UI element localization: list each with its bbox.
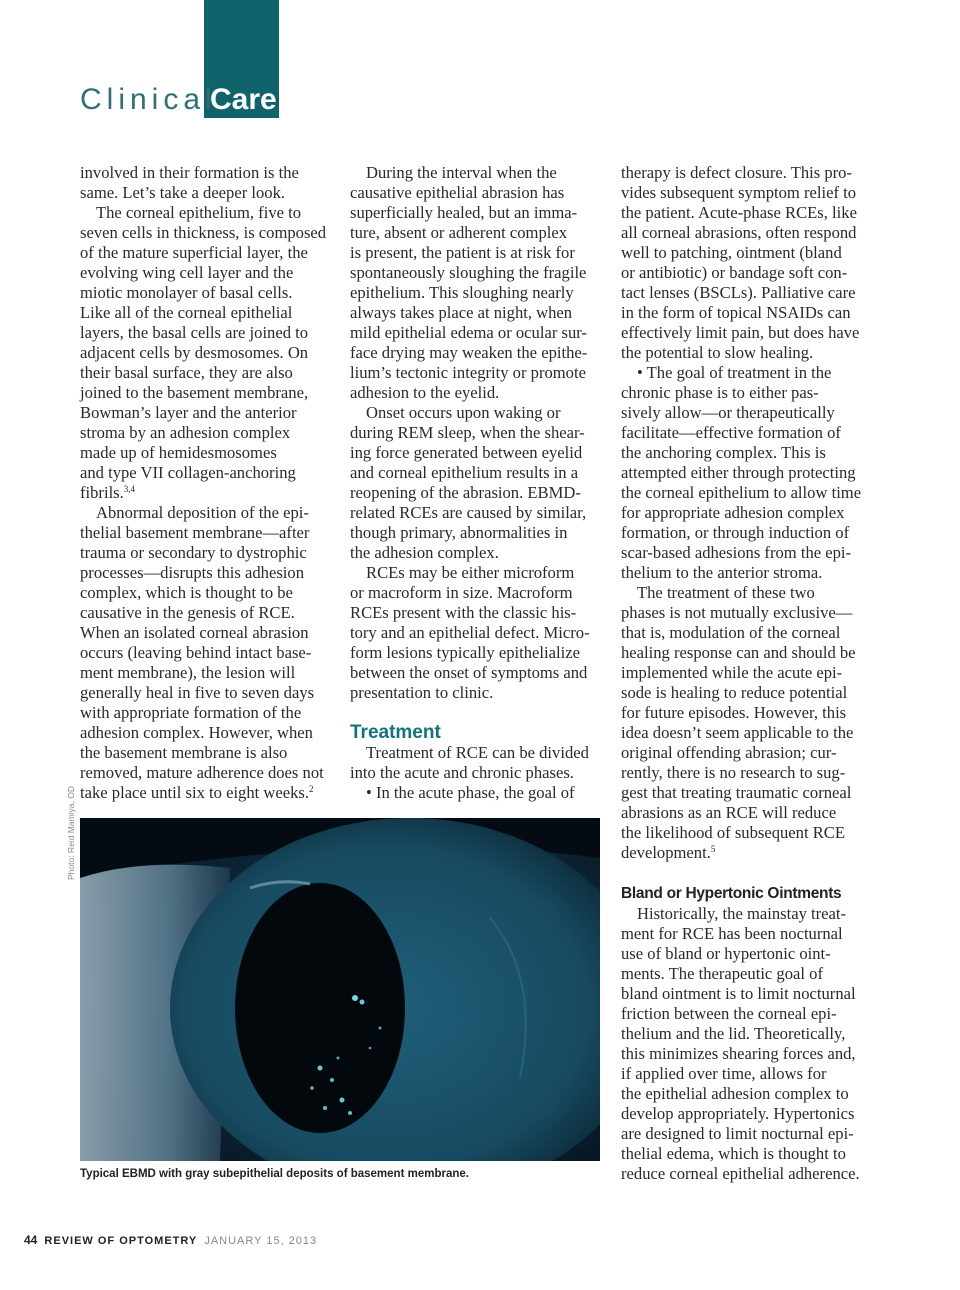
- text-line: ment for RCE has been nocturnal: [621, 924, 843, 943]
- page-number: 44: [24, 1233, 38, 1247]
- text-line: [80, 483, 332, 503]
- text-line: joined to the basement membrane,: [80, 383, 309, 402]
- text-line: develop appropriately. Hypertonics: [621, 1104, 855, 1123]
- text-line: epithelium. This sloughing nearly: [350, 283, 574, 302]
- text-line: that is, modulation of the corneal: [621, 623, 841, 642]
- text-line: and corneal epithelium results in a: [350, 463, 579, 482]
- text-line: RCEs may be either microform: [366, 563, 575, 582]
- text-line: into the acute and chronic phases.: [350, 763, 574, 782]
- text-line: chronic phase is to either pas-: [621, 383, 819, 402]
- text-line: abrasions as an RCE will reduce: [621, 803, 837, 822]
- reference-superscript: 3,4: [123, 484, 136, 494]
- text-line: effectively limit pain, but does have: [621, 323, 860, 342]
- text-line: tact lenses (BSCLs). Palliative care: [621, 283, 856, 302]
- text-line: occurs (leaving behind intact base-: [80, 643, 312, 662]
- text-line: this minimizes shearing forces and,: [621, 1044, 856, 1063]
- text-line: the corneal epithelium to allow time: [621, 483, 862, 502]
- text-line: [621, 843, 873, 863]
- text-line: reduce corneal epithelial adherence.: [621, 1164, 860, 1183]
- text-line: the adhesion complex.: [350, 543, 499, 562]
- text-line: tory and an epithelial defect. Micro-: [350, 623, 590, 642]
- text-line: rently, there is no research to sug-: [621, 763, 846, 782]
- text-line: The treatment of these two: [637, 583, 815, 602]
- text-line: Bowman’s layer and the anterior: [80, 403, 297, 422]
- ointments-heading: Bland or Hypertonic Ointments: [621, 885, 842, 902]
- text-line: The corneal epithelium, five to: [96, 203, 302, 222]
- text-line: adjacent cells by desmosomes. On: [80, 343, 309, 362]
- text-line: or macroform in size. Macroform: [350, 583, 573, 602]
- treatment-text: [350, 743, 602, 803]
- text-line: thelium and the lid. Theoretically,: [621, 1024, 846, 1043]
- ointments-text: [621, 904, 873, 1184]
- text-line: if applied over time, allows for: [621, 1064, 827, 1083]
- text-line: • The goal of treatment in the: [637, 363, 832, 382]
- text-line: Abnormal deposition of the epi-: [96, 503, 309, 522]
- text-fragment: fibrils.: [80, 483, 124, 502]
- photo-credit: Photo: Reid Mamiya, OD: [66, 785, 76, 880]
- text-line: seven cells in thickness, is composed: [80, 223, 327, 242]
- text-line: evolving wing cell layer and the: [80, 263, 294, 282]
- text-line: for future episodes. However, this: [621, 703, 847, 722]
- text-fragment: take place until six to eight weeks.: [80, 783, 310, 802]
- reference-superscript: 2: [309, 784, 314, 794]
- text-line: implemented while the acute epi-: [621, 663, 843, 682]
- text-line: thelial edema, which is thought to: [621, 1144, 846, 1163]
- text-line: trauma or secondary to dystrophic: [80, 543, 307, 562]
- text-line: ing force generated between eyelid: [350, 443, 583, 462]
- text-line: reopening of the abrasion. EBMD-: [350, 483, 581, 502]
- section-title-bold: Care: [210, 83, 277, 116]
- text-line: Onset occurs upon waking or: [366, 403, 561, 422]
- text-line: for appropriate adhesion complex: [621, 503, 845, 522]
- text-fragment: development.: [621, 843, 711, 862]
- text-line: therapy is defect closure. This pro-: [621, 163, 853, 182]
- text-line: superficially healed, but an imma-: [350, 203, 578, 222]
- text-line: spontaneously sloughing the fragile: [350, 263, 587, 282]
- text-line: lium’s tectonic integrity or promote: [350, 363, 586, 382]
- text-line: with appropriate formation of the: [80, 703, 302, 722]
- text-line: face drying may weaken the epithe-: [350, 343, 588, 362]
- text-line: between the onset of symptoms and: [350, 663, 588, 682]
- text-line: idea doesn’t seem applicable to the: [621, 723, 854, 742]
- text-line: the potential to slow healing.: [621, 343, 814, 362]
- text-column-3: [621, 163, 873, 863]
- text-line: RCEs present with the classic his-: [350, 603, 577, 622]
- text-line: the likelihood of subsequent RCE: [621, 823, 845, 842]
- text-line: adhesion complex. However, when: [80, 723, 313, 742]
- text-line: friction between the corneal epi-: [621, 1004, 837, 1023]
- text-line: thelial basement membrane—after: [80, 523, 310, 542]
- text-line: original offending abrasion; cur-: [621, 743, 837, 762]
- text-line: layers, the basal cells are joined to: [80, 323, 309, 342]
- eye-photo: [80, 818, 600, 1161]
- text-line: though primary, abnormalities in: [350, 523, 568, 542]
- text-line: are designed to limit nocturnal epi-: [621, 1124, 854, 1143]
- text-line: their basal surface, they are also: [80, 363, 293, 382]
- text-line: ments. The therapeutic goal of: [621, 964, 823, 983]
- text-line: in the form of topical NSAIDs can: [621, 303, 851, 322]
- text-line: the patient. Acute-phase RCEs, like: [621, 203, 857, 222]
- text-line: processes—disrupts this adhesion: [80, 563, 304, 582]
- text-line: gest that treating traumatic corneal: [621, 783, 852, 802]
- text-line: related RCEs are caused by similar,: [350, 503, 587, 522]
- text-line: involved in their formation is the: [80, 163, 299, 182]
- text-line: presentation to clinic.: [350, 683, 494, 702]
- text-line: ture, absent or adherent complex: [350, 223, 568, 242]
- text-line: the anchoring complex. This is: [621, 443, 826, 462]
- text-line: or antibiotic) or bandage soft con-: [621, 263, 848, 282]
- text-column-2: [350, 163, 602, 703]
- text-line: During the interval when the: [366, 163, 557, 182]
- text-line: causative epithelial abrasion has: [350, 183, 565, 202]
- text-line: [80, 783, 332, 803]
- text-line: Historically, the mainstay treat-: [637, 904, 847, 923]
- text-line: adhesion to the eyelid.: [350, 383, 500, 402]
- text-line: ment membrane), the lesion will: [80, 663, 296, 682]
- text-line: made up of hemidesmosomes: [80, 443, 277, 462]
- text-line: well to patching, ointment (bland: [621, 243, 842, 262]
- treatment-heading: Treatment: [350, 722, 441, 743]
- text-line: vides subsequent symptom relief to: [621, 183, 857, 202]
- text-line: form lesions typically epithelialize: [350, 643, 580, 662]
- text-line: thelium to the anterior stroma.: [621, 563, 823, 582]
- text-line: sode is healing to reduce potential: [621, 683, 848, 702]
- text-column-1: [80, 163, 332, 803]
- text-line: removed, mature adherence does not: [80, 763, 324, 782]
- text-line: attempted either through protecting: [621, 463, 856, 482]
- text-line: scar-based adhesions from the epi-: [621, 543, 852, 562]
- text-line: causative in the genesis of RCE.: [80, 603, 295, 622]
- text-line: bland ointment is to limit nocturnal: [621, 984, 856, 1003]
- text-line: and type VII collagen-anchoring: [80, 463, 296, 482]
- text-line: all corneal abrasions, often respond: [621, 223, 857, 242]
- text-line: Treatment of RCE can be divided: [366, 743, 589, 762]
- text-line: facilitate—effective formation of: [621, 423, 841, 442]
- section-title-light: Clinical: [80, 83, 217, 116]
- text-line: complex, which is thought to be: [80, 583, 293, 602]
- photo-caption: Typical EBMD with gray subepithelial deposits of basement membrane.: [80, 1168, 469, 1180]
- text-line: same. Let’s take a deeper look.: [80, 183, 286, 202]
- text-line: phases is not mutually exclusive—: [621, 603, 853, 622]
- eye-photo-image: [80, 818, 600, 1161]
- text-line: healing response can and should be: [621, 643, 856, 662]
- issue-date: JANUARY 15, 2013: [204, 1235, 318, 1247]
- text-line: sively allow—or therapeutically: [621, 403, 835, 422]
- text-line: of the mature superficial layer, the: [80, 243, 308, 262]
- text-line: generally heal in five to seven days: [80, 683, 315, 702]
- text-line: always takes place at night, when: [350, 303, 573, 322]
- text-line: the epithelial adhesion complex to: [621, 1084, 849, 1103]
- text-line: mild epithelial edema or ocular sur-: [350, 323, 587, 342]
- text-line: • In the acute phase, the goal of: [366, 783, 575, 802]
- text-line: is present, the patient is at risk for: [350, 243, 575, 262]
- text-line: Like all of the corneal epithelial: [80, 303, 293, 322]
- reference-superscript: 5: [710, 844, 716, 854]
- page-footer: [24, 1233, 317, 1247]
- magazine-name: REVIEW OF OPTOMETRY: [44, 1235, 198, 1247]
- text-line: the basement membrane is also: [80, 743, 288, 762]
- text-line: When an isolated corneal abrasion: [80, 623, 309, 642]
- text-line: during REM sleep, when the shear-: [350, 423, 585, 442]
- text-line: stroma by an adhesion complex: [80, 423, 291, 442]
- text-line: formation, or through induction of: [621, 523, 850, 542]
- text-line: use of bland or hypertonic oint-: [621, 944, 831, 963]
- text-line: miotic monolayer of basal cells.: [80, 283, 293, 302]
